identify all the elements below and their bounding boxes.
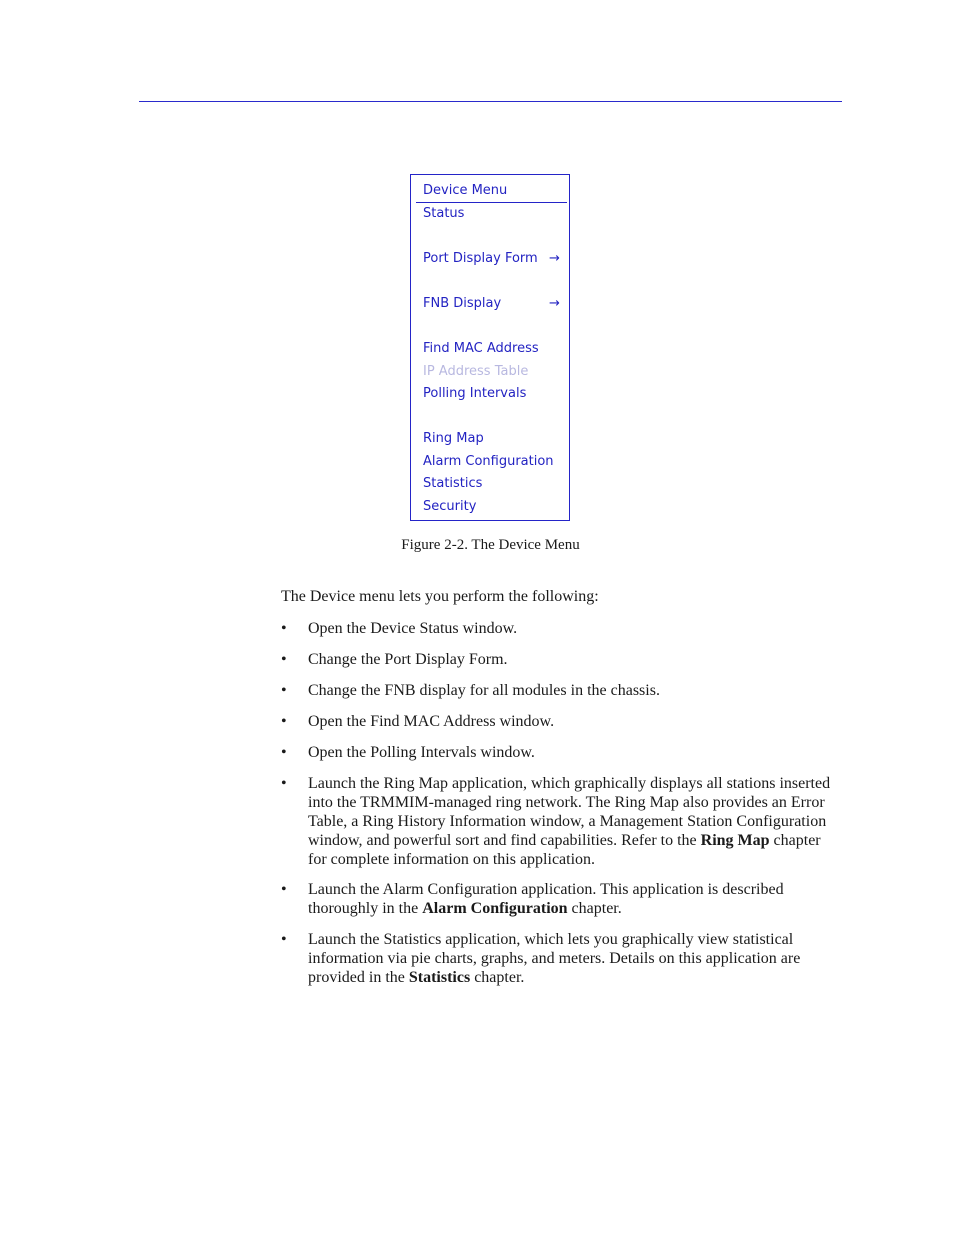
bullet-icon: • <box>281 881 287 898</box>
bullet-item <box>281 774 841 869</box>
bullet-item <box>281 650 841 669</box>
bullet-item <box>281 712 841 731</box>
bullet-text-segment: chapter. <box>567 900 622 917</box>
menu-item-polling-intervals[interactable]: Polling Intervals <box>423 386 527 401</box>
bullet-text <box>308 681 841 700</box>
bullet-text <box>308 774 841 869</box>
menu-item-port-display-form[interactable]: Port Display Form <box>423 251 538 266</box>
menu-item-fnb-display[interactable]: FNB Display <box>423 296 502 311</box>
header-rule <box>139 101 842 102</box>
bullet-item <box>281 619 841 638</box>
bullet-text-segment: chapter. <box>470 969 525 986</box>
bullet-icon: • <box>281 713 287 730</box>
device-menu <box>410 174 570 521</box>
bullet-icon: • <box>281 931 287 948</box>
submenu-arrow-icon: → <box>549 251 560 266</box>
bullet-icon: • <box>281 651 287 668</box>
bullet-text <box>308 930 841 987</box>
menu-item-status[interactable]: Status <box>423 206 465 221</box>
bullet-icon: • <box>281 775 287 792</box>
bullet-text-segment: Open the Find MAC Address window. <box>308 713 555 730</box>
bullet-text <box>308 880 841 918</box>
bullet-item <box>281 880 841 918</box>
menu-item-alarm-configuration[interactable]: Alarm Configuration <box>423 454 554 469</box>
device-menu-title: Device Menu <box>423 183 508 198</box>
bullet-text-segment: Launch the Statistics application, which lets you graphically view statistical information via pie charts, graphs, and meters. Details on this application are provided in the <box>308 931 801 986</box>
bullet-icon: • <box>281 682 287 699</box>
bullet-text-segment: Launch the Alarm Configuration application. This application is described thoroughly in the <box>308 881 784 917</box>
bullet-item <box>281 743 841 762</box>
intro-paragraph: The Device menu lets you perform the following: <box>281 588 599 605</box>
chapter-reference: Statistics <box>408 969 471 986</box>
bullet-text-segment: Open the Device Status window. <box>308 620 518 637</box>
menu-item-statistics[interactable]: Statistics <box>423 476 483 491</box>
menu-item-find-mac-address[interactable]: Find MAC Address <box>423 341 539 356</box>
bullet-text <box>308 743 841 762</box>
menu-item-security[interactable]: Security <box>423 499 477 514</box>
figure-caption: Figure 2-2. The Device Menu <box>401 537 580 553</box>
bullet-text <box>308 712 841 731</box>
bullet-icon: • <box>281 744 287 761</box>
device-menu-title-divider <box>416 202 567 203</box>
bullet-item <box>281 930 841 987</box>
bullet-text-segment: Open the Polling Intervals window. <box>308 744 535 761</box>
bullet-text <box>308 619 841 638</box>
bullet-text-segment: Change the Port Display Form. <box>308 651 508 668</box>
bullet-text-segment: Change the FNB display for all modules in the chassis. <box>308 682 660 699</box>
bullet-text <box>308 650 841 669</box>
bullet-icon: • <box>281 620 287 637</box>
submenu-arrow-icon: → <box>549 296 560 311</box>
chapter-reference: Alarm Configuration <box>422 900 568 917</box>
menu-item-ip-address-table: IP Address Table <box>423 364 529 379</box>
chapter-reference: Ring Map <box>700 832 770 849</box>
menu-item-ring-map[interactable]: Ring Map <box>423 431 484 446</box>
bullet-text-segment: chapter for complete information on this application. <box>308 832 821 868</box>
bullet-item <box>281 681 841 700</box>
bullet-text-segment: Launch the Ring Map application, which graphically displays all stations inserted into the TRMMIM-managed ring network. The Ring Map also provides an Error Table, a Ring History Information window, a Management Station Configuration window, and powerful sort and find capabilities. Refer to the <box>308 775 831 849</box>
